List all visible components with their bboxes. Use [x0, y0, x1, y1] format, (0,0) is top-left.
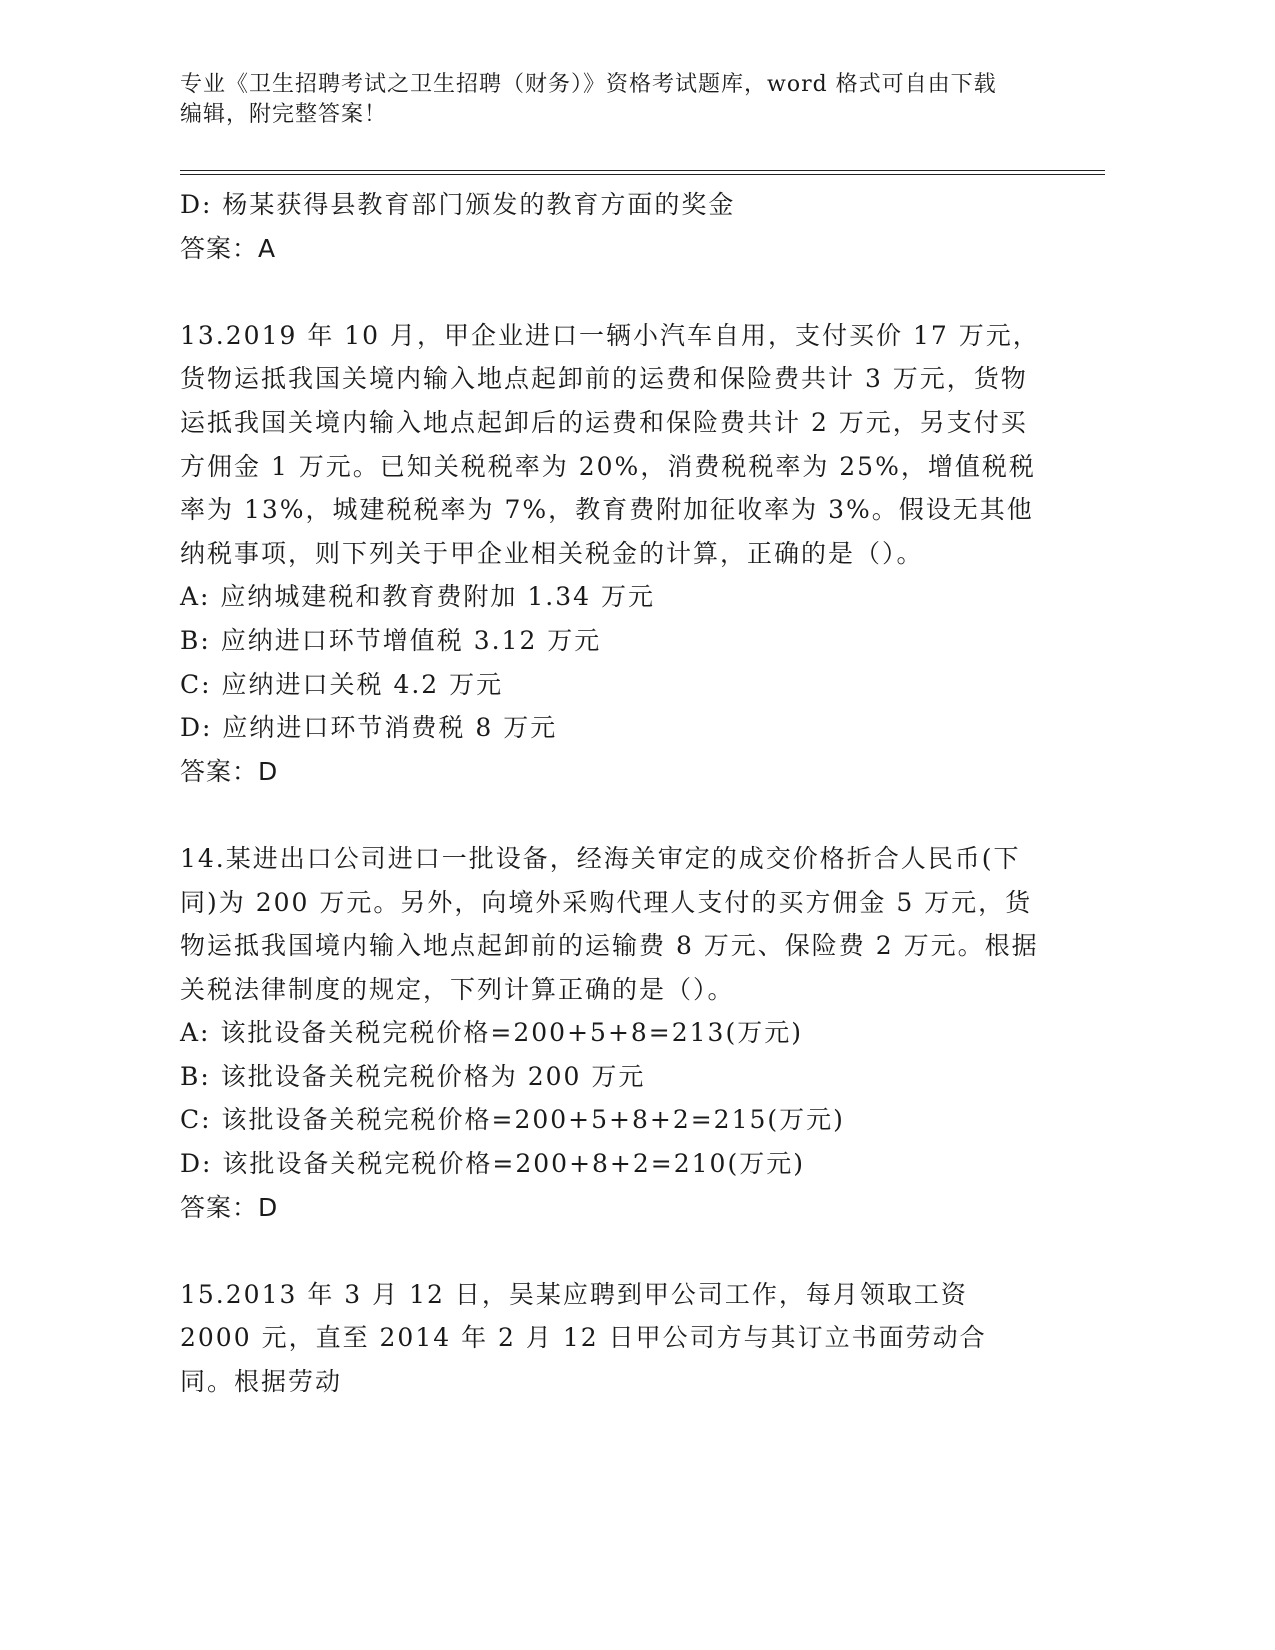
prev-option-d: D: 杨某获得县教育部门颁发的教育方面的奖金: [180, 190, 736, 219]
prev-answer: 答案：A: [180, 233, 277, 263]
document-header: [180, 70, 1080, 130]
question-13: [180, 314, 1040, 794]
question-13-option-d: D: 应纳进口环节消费税 8 万元: [180, 713, 558, 743]
question-13-stem: 13.2019 年 10 月，甲企业进口一辆小汽车自用，支付买价 17 万元，货物运抵我国关境内输入地点起卸前的运费和保险费共计 3 万元，货物运抵我国关境内输入地点起卸后的运费和保险费共计 2 万元，另支付买方佣金 1 万元。已知关税税率为 20%，消费税税率为 25%，增值税税率为 13%，城建税税率为 7%，教育费附加征收率为 3%。假设无其他纳税事项，则下列关于甲企业相关税金的计算，正确的是（）。: [180, 320, 1040, 568]
question-14-option-c: C: 该批设备关税完税价格=200+5+8+2=215(万元): [180, 1105, 845, 1135]
header-divider: [180, 170, 1105, 175]
question-14-answer: 答案：D: [180, 1192, 279, 1222]
question-13-option-c: C: 应纳进口关税 4.2 万元: [180, 669, 504, 699]
header-line-1: 专业《卫生招聘考试之卫生招聘（财务）》资格考试题库，word 格式可自由下载: [180, 72, 997, 97]
question-14-stem: 14.某进出口公司进口一批设备，经海关审定的成交价格折合人民币(下同)为 200 万元。另外，向境外采购代理人支付的买方佣金 5 万元，货物运抵我国境内输入地点起卸前的运输费 8 万元、保险费 2 万元。根据关税法律制度的规定，下列计算正确的是（）。: [180, 843, 1039, 1004]
question-14-option-d: D: 该批设备关税完税价格=200+8+2=210(万元): [180, 1149, 805, 1179]
question-15: [180, 1273, 1040, 1404]
document-body: [180, 183, 1040, 1404]
question-13-answer: 答案：D: [180, 756, 279, 786]
question-15-stem: 15.2013 年 3 月 12 日，吴某应聘到甲公司工作，每月领取工资 2000 元，直至 2014 年 2 月 12 日甲公司方与其订立书面劳动合同。根据劳动: [180, 1279, 987, 1397]
question-14-option-a: A: 该批设备关税完税价格=200+5+8=213(万元): [180, 1018, 803, 1048]
spacer: [180, 270, 1040, 314]
header-line-2: 编辑，附完整答案！: [180, 102, 388, 127]
spacer: [180, 793, 1040, 837]
spacer: [180, 1229, 1040, 1273]
question-13-option-b: B: 应纳进口环节增值税 3.12 万元: [180, 625, 602, 655]
question-14-option-b: B: 该批设备关税完税价格为 200 万元: [180, 1061, 646, 1091]
question-13-option-a: A: 应纳城建税和教育费附加 1.34 万元: [180, 582, 655, 612]
question-14: [180, 837, 1040, 1229]
